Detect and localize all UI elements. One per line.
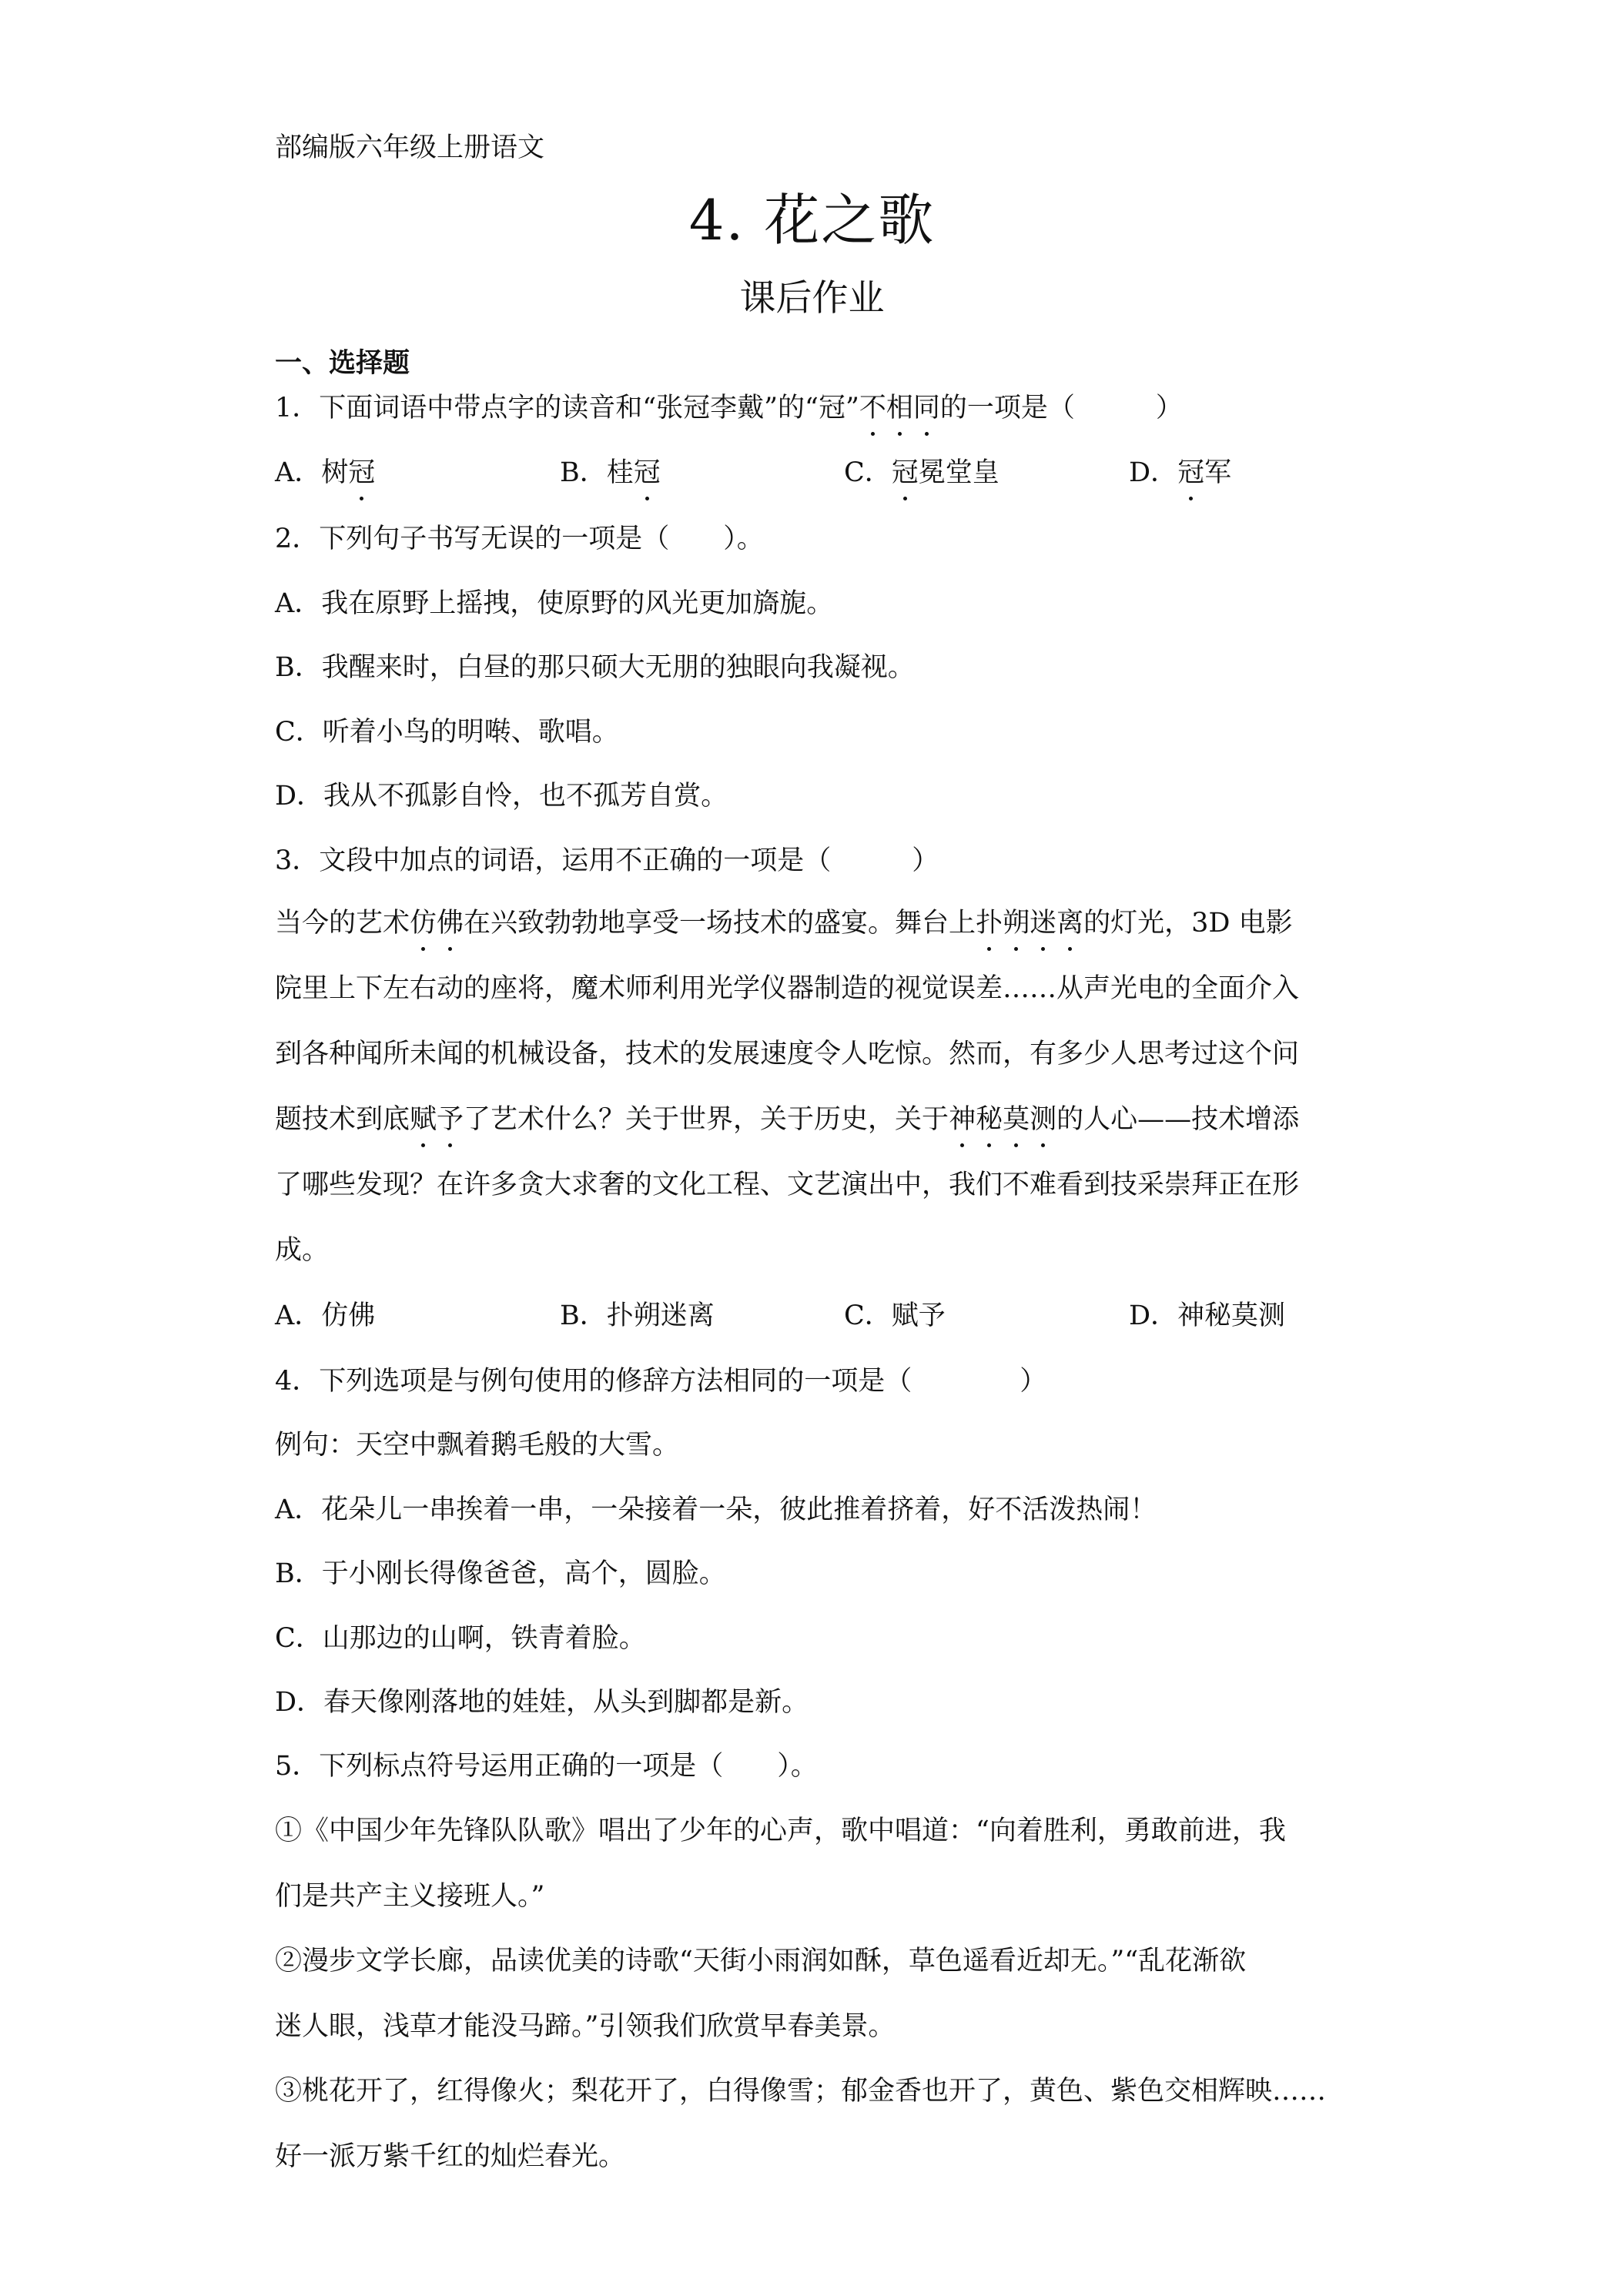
q3-option-b: B．扑朔迷离 — [560, 1300, 715, 1331]
q1-option-a: A．树冠 — [275, 454, 375, 491]
q2-option-b: B．我醒来时，白昼的那只硕大无朋的独眼向我凝视。 — [275, 652, 915, 683]
q1-stem: 1．下面词语中带点字的读音和“张冠李戴”的“冠”不相同的一项是（ ） — [275, 390, 1183, 427]
q2-option-a: A．我在原野上摇拽，使原野的风光更加旖旎。 — [275, 588, 834, 619]
q3-passage-line: 当今的艺术仿佛在兴致勃勃地享受一场技术的盛宴。舞台上扑朔迷离的灯光，3D 电影 — [275, 905, 1293, 942]
header-text: 部编版六年级上册语文 — [275, 132, 545, 163]
q3-passage-line: 到各种闻所未闻的机械设备，技术的发展速度令人吃惊。然而，有多少人思考过这个问 — [275, 1039, 1300, 1069]
q3-passage-line: 题技术到底赋予了艺术什么？关于世界，关于历史，关于神秘莫测的人心——技术增添 — [275, 1101, 1299, 1138]
page-title: 4. 花之歌 — [688, 188, 936, 253]
q3-passage-line: 院里上下左右动的座将，魔术师利用光学仪器制造的视觉误差……从声光电的全面介入 — [275, 973, 1300, 1004]
q4-option-a: A．花朵儿一串挨着一串，一朵接着一朵，彼此推着挤着，好不活泼热闹！ — [275, 1494, 1157, 1525]
q3-passage-line: 了哪些发现？在许多贪大求奢的文化工程、文艺演出中，我们不难看到技采崇拜正在形 — [275, 1170, 1300, 1200]
q5-line: ③桃花开了，红得像火；梨花开了，白得像雪；郁金香也开了，黄色、紫色交相辉映…… — [275, 2076, 1327, 2107]
q1-option-d: D．冠军 — [1129, 454, 1231, 491]
dot-char: 相 — [886, 390, 913, 427]
q5-line: 好一派万紫千红的灿烂春光。 — [275, 2141, 626, 2172]
q1-option-b: B．桂冠 — [560, 454, 661, 491]
dot-char: 同 — [913, 390, 940, 427]
q2-option-c: C．听着小鸟的明啭、歌唱。 — [275, 717, 619, 748]
q5-stem: 5．下列标点符号运用正确的一项是（ ）。 — [275, 1751, 818, 1782]
q4-stem: 4．下列选项是与例句使用的修辞方法相同的一项是（ ） — [275, 1366, 1047, 1397]
q2-option-d: D．我从不孤影自怜，也不孤芳自赏。 — [275, 781, 728, 812]
q3-option-d: D．神秘莫测 — [1129, 1300, 1286, 1331]
q5-line: ②漫步文学长廊，品读优美的诗歌“天街小雨润如酥，草色遥看近却无。”“乱花渐欲 — [275, 1946, 1247, 1976]
section-heading: 一、选择题 — [275, 348, 410, 379]
q3-option-c: C．赋予 — [844, 1300, 946, 1331]
q4-option-c: C．山那边的山啊，铁青着脸。 — [275, 1623, 646, 1654]
q1-option-c: C．冠冕堂皇 — [844, 454, 1000, 491]
q3-stem: 3．文段中加点的词语，运用不正确的一项是（ ） — [275, 845, 939, 876]
q2-stem: 2．下列句子书写无误的一项是（ ）。 — [275, 524, 764, 554]
q4-example: 例句：天空中飘着鹅毛般的大雪。 — [275, 1430, 680, 1461]
q5-line: 迷人眼，浅草才能没马蹄。”引领我们欣赏早春美景。 — [275, 2011, 896, 2042]
q5-line: 们是共产主义接班人。” — [275, 1881, 545, 1912]
q5-line: ①《中国少年先锋队队歌》唱出了少年的心声，歌中唱道：“向着胜利，勇敢前进，我 — [275, 1816, 1286, 1846]
dot-char: 不 — [859, 390, 886, 427]
q4-option-b: B．于小刚长得像爸爸，高个，圆脸。 — [275, 1558, 726, 1589]
page-subtitle: 课后作业 — [739, 277, 885, 320]
q3-passage-line: 成。 — [275, 1235, 330, 1266]
q3-option-a: A．仿佛 — [275, 1300, 376, 1331]
q4-option-d: D．春天像刚落地的娃娃，从头到脚都是新。 — [275, 1687, 809, 1718]
